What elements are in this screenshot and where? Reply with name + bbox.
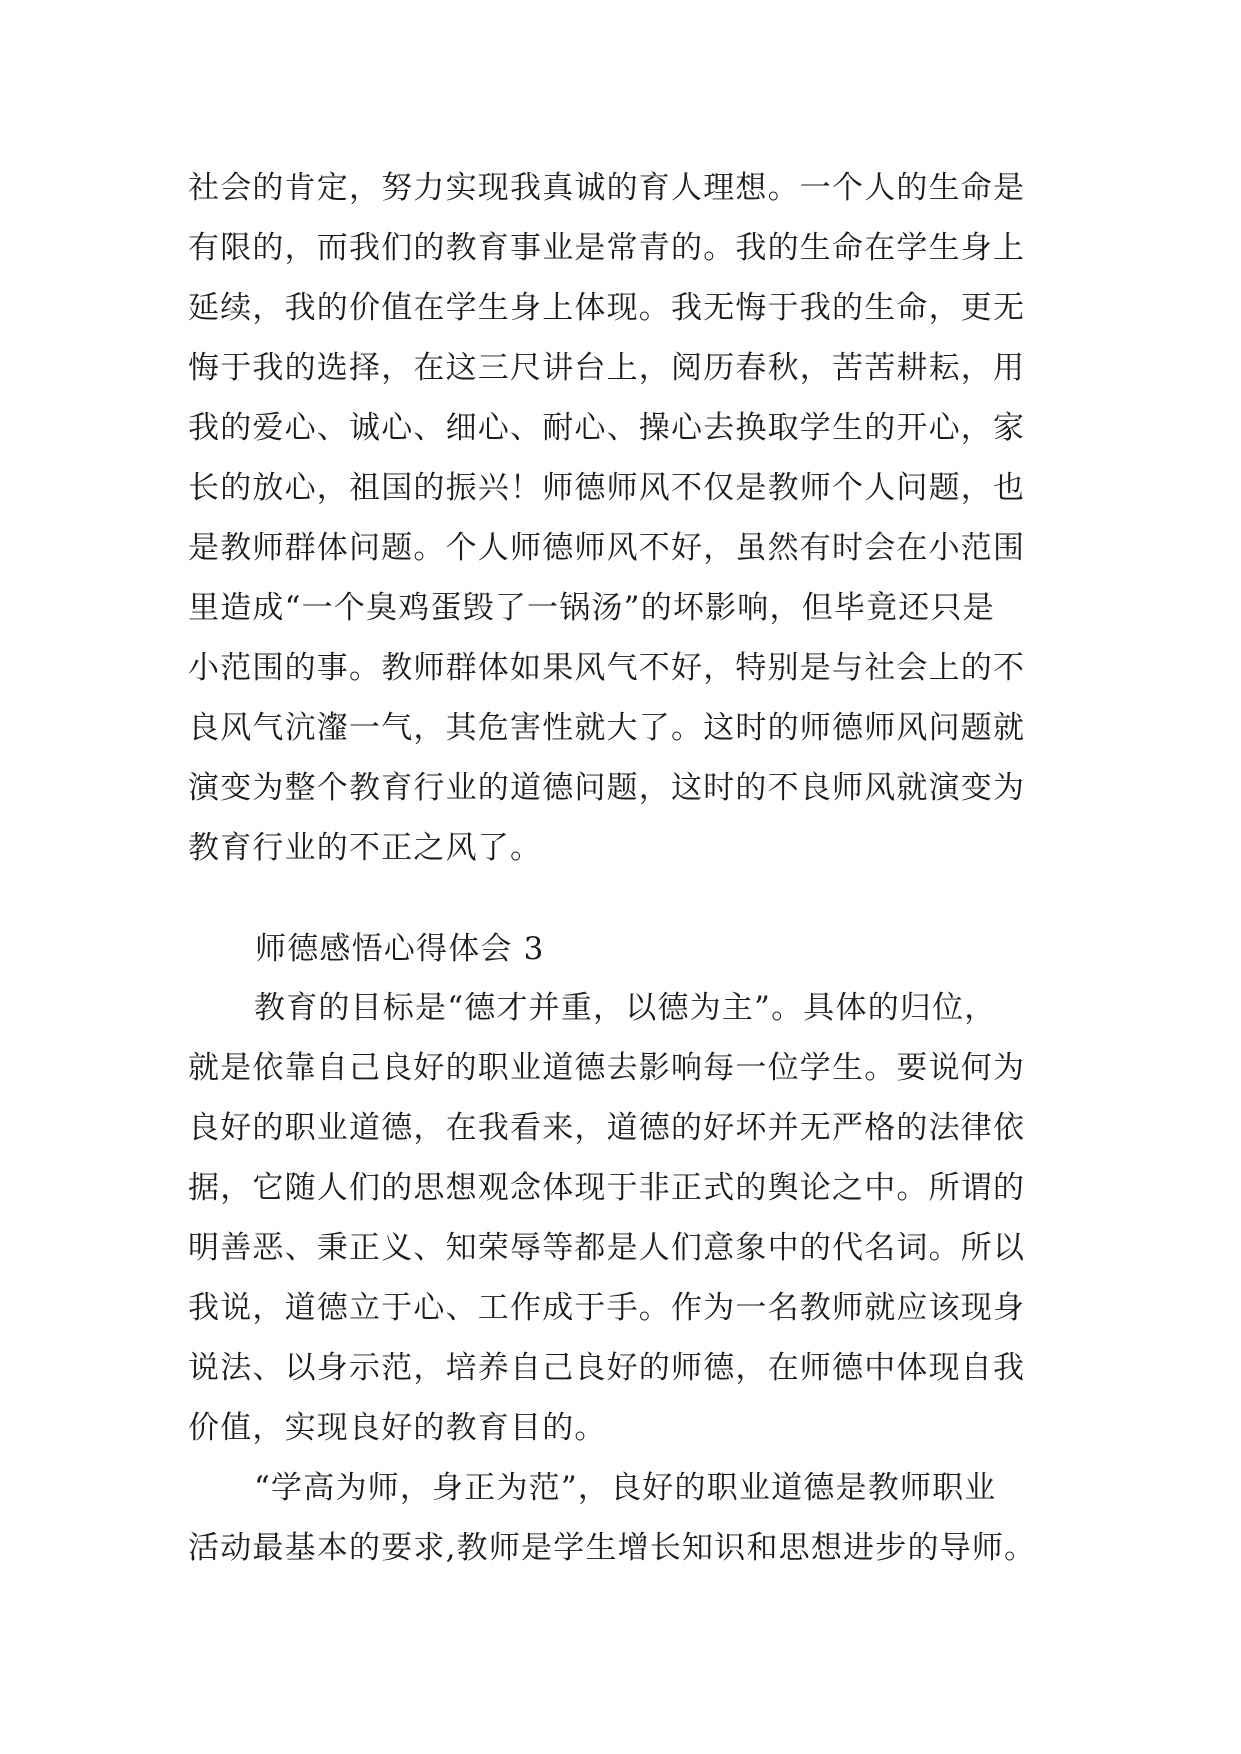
text-line: 悔于我的选择，在这三尺讲台上，阅历春秋，苦苦耕耘，用	[188, 350, 1026, 386]
text-line: 据，它随人们的思想观念体现于非正式的舆论之中。所谓的	[188, 1170, 1026, 1206]
text-line: 教育行业的不正之风了。	[188, 830, 543, 866]
section-body	[188, 978, 1068, 1578]
text-line: 演变为整个教育行业的道德问题，这时的不良师风就演变为	[188, 770, 1026, 806]
section-heading: 师德感悟心得体会 3	[255, 931, 545, 967]
text-line: 长的放心，祖国的振兴！师德师风不仅是教师个人问题，也	[188, 470, 1026, 506]
text-line: 价值，实现良好的教育目的。	[188, 1410, 607, 1446]
text-line: 里造成“一个臭鸡蛋毁了一锅汤”的坏影响，但毕竟还只是	[188, 590, 995, 626]
text-line: “学高为师，身正为范”，良好的职业道德是教师职业	[254, 1470, 997, 1506]
text-line: 是教师群体问题。个人师德师风不好，虽然有时会在小范围	[188, 530, 1026, 566]
text-line: 良风气沆瀣一气，其危害性就大了。这时的师德师风问题就	[188, 710, 1026, 746]
text-line: 说法、以身示范，培养自己良好的师德，在师德中体现自我	[188, 1350, 1026, 1386]
text-line: 延续，我的价值在学生身上体现。我无悔于我的生命，更无	[188, 290, 1026, 326]
text-line: 有限的，而我们的教育事业是常青的。我的生命在学生身上	[188, 230, 1026, 266]
text-line: 教育的目标是“德才并重，以德为主”。具体的归位，	[254, 990, 997, 1026]
text-line: 良好的职业道德，在我看来，道德的好坏并无严格的法律依	[188, 1110, 1026, 1146]
paragraph-continuation	[188, 158, 1068, 878]
text-line: 小范围的事。教师群体如果风气不好，特别是与社会上的不	[188, 650, 1026, 686]
text-line: 我说，道德立于心、工作成于手。作为一名教师就应该现身	[188, 1290, 1026, 1326]
text-line: 就是依靠自己良好的职业道德去影响每一位学生。要说何为	[188, 1050, 1026, 1086]
text-line: 社会的肯定，努力实现我真诚的育人理想。一个人的生命是	[188, 170, 1026, 206]
text-line: 我的爱心、诚心、细心、耐心、操心去换取学生的开心，家	[188, 410, 1026, 446]
text-line: 活动最基本的要求,教师是学生增长知识和思想进步的导师。	[188, 1530, 1037, 1566]
text-line: 明善恶、秉正义、知荣辱等都是人们意象中的代名词。所以	[188, 1230, 1026, 1266]
